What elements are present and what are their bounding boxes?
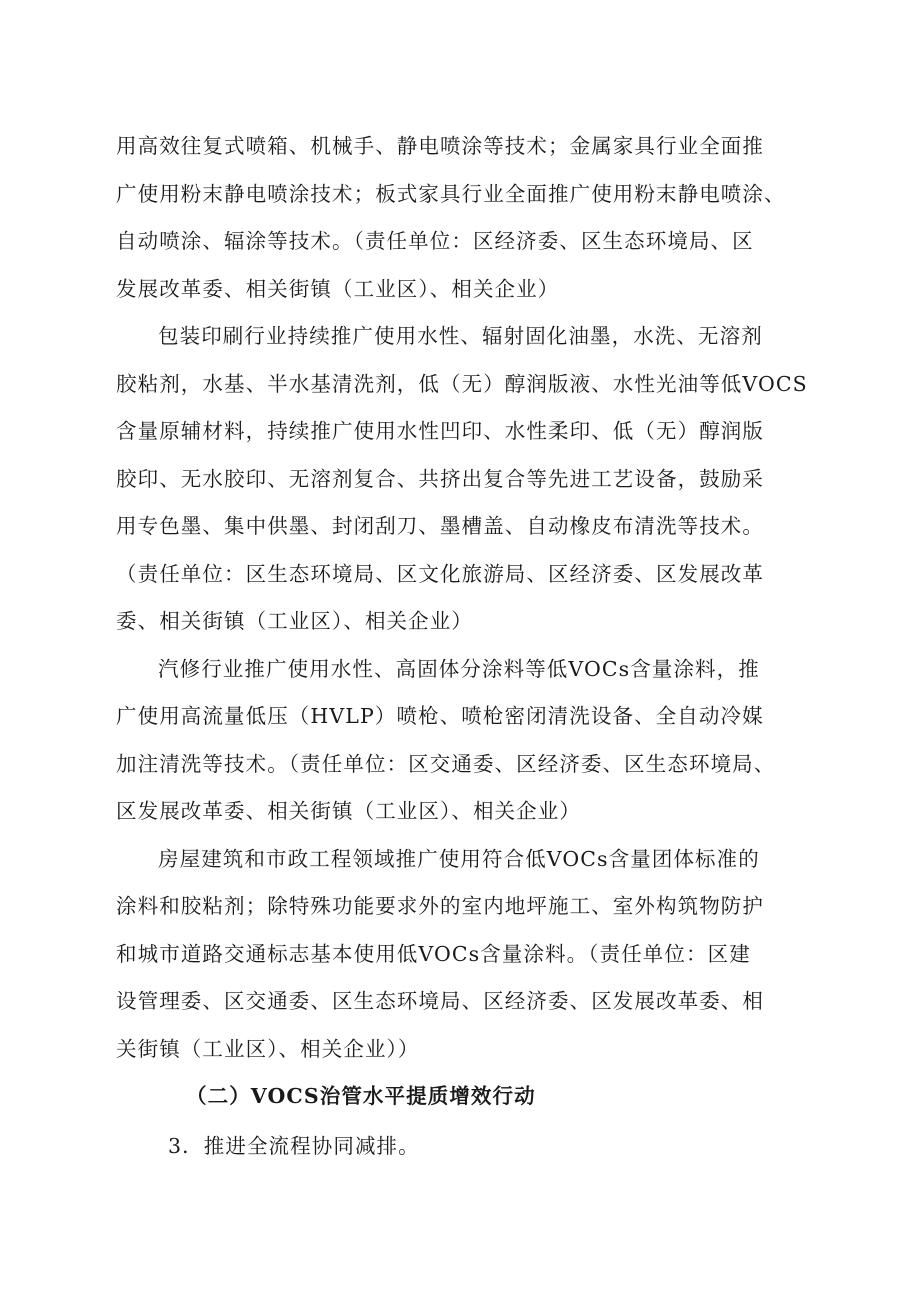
text-line: 和城市道路交通标志基本使用低VOCs含量涂料。（责任单位：区建 xyxy=(116,941,751,966)
text-line: 广使用高流量低压（HVLP）喷枪、喷枪密闭清洗设备、全自动冷媒 xyxy=(116,704,764,728)
text-line: 设管理委、区交通委、区生态环境局、区经济委、区发展改革委、相 xyxy=(116,989,764,1013)
text-line: 包装印刷行业持续推广使用水性、辐射固化油墨，水洗、无溶剂 xyxy=(158,324,763,348)
text-line: （责任单位：区生态环境局、区文化旅游局、区经济委、区发展改革 xyxy=(116,561,764,586)
document-body xyxy=(116,126,836,1174)
text-line: 胶印、无水胶印、无溶剂复合、共挤出复合等先进工艺设备，鼓励采 xyxy=(116,466,764,491)
text-line: 汽修行业推广使用水性、高固体分涂料等低VOCs含量涂料，推 xyxy=(158,656,760,681)
text-line: 发展改革委、相关街镇（工业区）、相关企业） xyxy=(116,276,560,301)
text-line: 广使用粉末静电喷涂技术；板式家具行业全面推广使用粉末静电喷涂、 xyxy=(116,181,786,206)
text-line: 用高效往复式喷箱、机械手、静电喷涂等技术；金属家具行业全面推 xyxy=(116,134,764,158)
text-line: 用专色墨、集中供墨、封闭刮刀、墨槽盖、自动橡皮布清洗等技术。 xyxy=(116,514,764,538)
text-line: 自动喷涂、辐涂等技术。（责任单位：区经济委、区生态环境局、区 xyxy=(116,229,754,253)
text-line: 区发展改革委、相关街镇（工业区）、相关企业） xyxy=(116,799,581,823)
text-line: 关街镇（工业区）、相关企业）） xyxy=(116,1036,420,1061)
text-line: 含量原辅材料，持续推广使用水性凹印、水性柔印、低（无）醇润版 xyxy=(116,419,764,443)
section-heading: （二）VOCS治管水平提质增效行动 xyxy=(186,1084,536,1108)
text-line: 胶粘剂，水基、半水基清洗剂，低（无）醇润版液、水性光油等低VOCS xyxy=(116,371,808,396)
text-line: 加注清洗等技术。（责任单位：区交通委、区经济委、区生态环境局、 xyxy=(116,751,776,776)
text-line: 涂料和胶粘剂；除特殊功能要求外的室内地坪施工、室外构筑物防护 xyxy=(116,894,764,918)
text-line: 委、相关街镇（工业区）、相关企业） xyxy=(116,609,473,633)
text-line: 房屋建筑和市政工程领域推广使用符合低VOCs含量团体标准的 xyxy=(158,846,760,871)
numbered-item: 3．推进全流程协同减排。 xyxy=(168,1134,420,1158)
